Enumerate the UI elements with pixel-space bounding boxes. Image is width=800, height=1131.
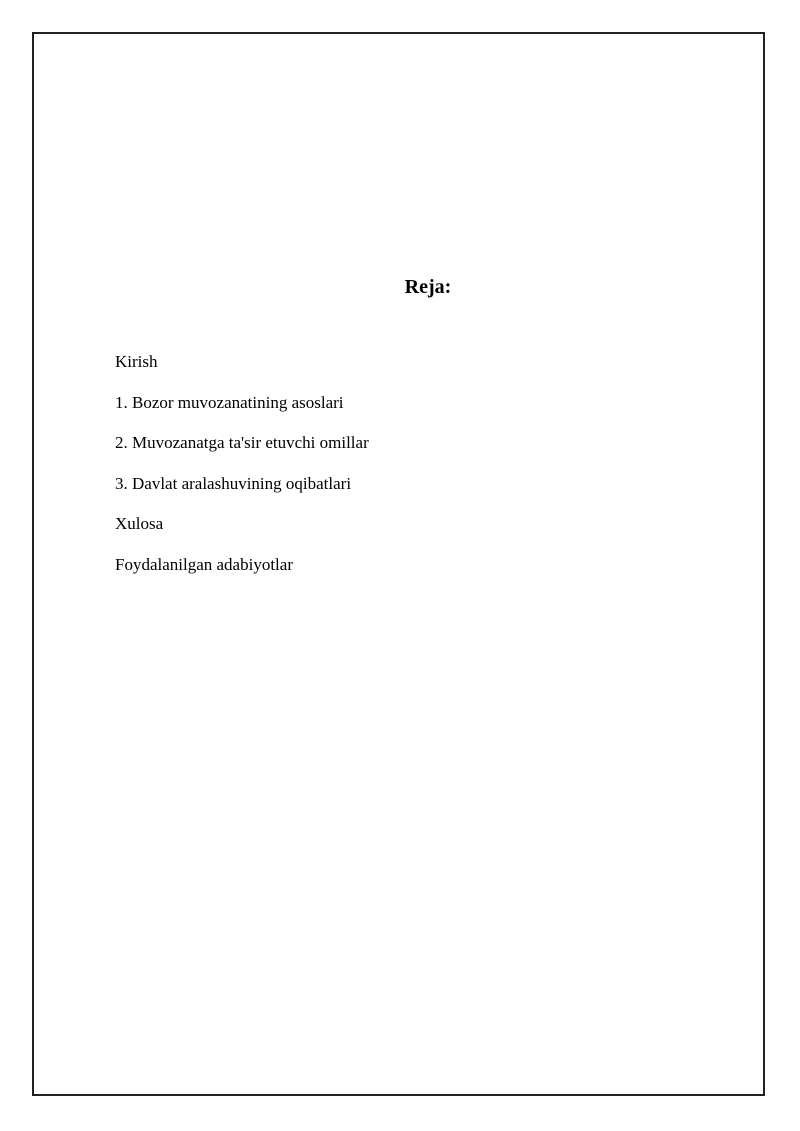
page-title: Reja: — [404, 276, 452, 298]
plan-item-3: 3. Davlat aralashuvining oqibatlari — [115, 473, 352, 493]
plan-item-introduction: Kirish — [115, 352, 158, 371]
plan-item-conclusion: Xulosa — [115, 514, 164, 533]
plan-item-2: 2. Muvozanatga ta'sir etuvchi omillar — [115, 433, 369, 452]
plan-list — [115, 350, 369, 593]
plan-item-references: Foydalanilgan adabiyotlar — [115, 554, 293, 574]
plan-item-1: 1. Bozor muvozanatining asoslari — [115, 392, 344, 412]
